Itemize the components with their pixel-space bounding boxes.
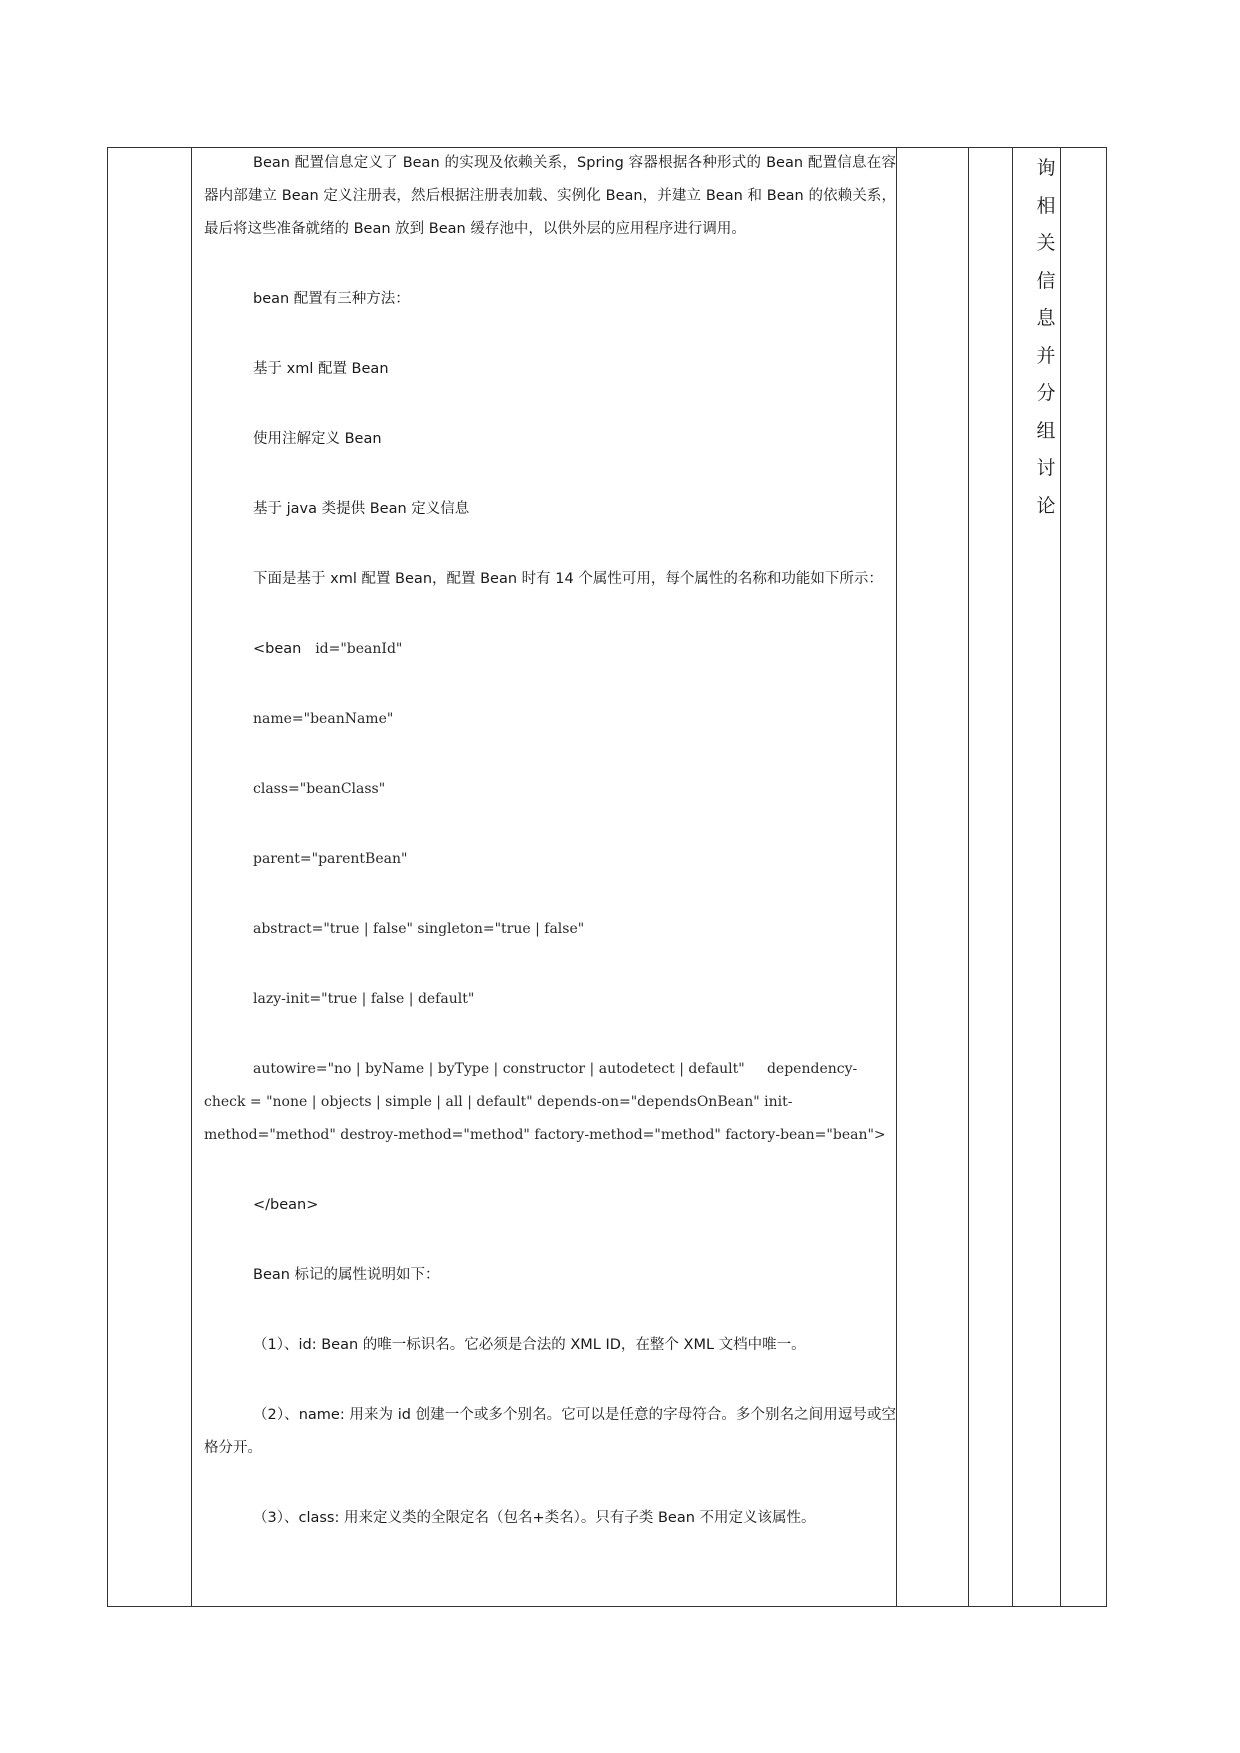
code-line (204, 633, 896, 666)
code-close: </bean> (253, 1197, 319, 1213)
main-content-cell (204, 147, 896, 1535)
method-item: 基于 java 类提供 Bean 定义信息 (253, 501, 470, 517)
code-tag: <bean (253, 641, 302, 657)
vertical-char: 信 (1036, 269, 1056, 292)
column-divider (1012, 147, 1013, 1607)
vertical-char: 关 (1036, 232, 1056, 254)
vertical-char: 息 (1036, 307, 1056, 329)
method-item: 使用注解定义 Bean (253, 431, 382, 447)
code-line: name="beanName" (253, 711, 394, 727)
methods-title: bean 配置有三种方法： (253, 291, 410, 307)
column-divider (968, 147, 969, 1607)
vertical-char: 论 (1036, 494, 1056, 517)
column-divider (896, 147, 897, 1607)
code-attr: id="beanId" (315, 641, 403, 657)
vertical-text-column (1022, 150, 1070, 525)
intro-paragraph: Bean 配置信息定义了 Bean 的实现及依赖关系，Spring 容器根据各种形式的 Bean 配置信息在容器内部建立 Bean 定义注册表，然后根据注册表加载、实例化 Bean，并建立 Bean 和 Bean 的依赖关系，最后将这些准备就绪的 Bean 放到 Bean 缓存池中，以供外层的应用程序进行调用。 (204, 155, 896, 237)
vertical-char: 讨 (1036, 457, 1056, 479)
vertical-char: 询 (1036, 157, 1056, 179)
attr-description: （1）、id: Bean 的唯一标识名。它必须是合法的 XML ID，在整个 XML 文档中唯一。 (253, 1337, 806, 1353)
method-item: 基于 xml 配置 Bean (253, 361, 389, 377)
column-divider (191, 147, 192, 1607)
code-line: parent="parentBean" (253, 851, 408, 867)
attr-description: （2）、name: 用来为 id 创建一个或多个别名。它可以是任意的字母符合。多个别名之间用逗号或空格分开。 (204, 1407, 896, 1456)
vertical-char: 相 (1036, 194, 1056, 217)
code-line: class="beanClass" (253, 781, 386, 797)
vertical-char: 分 (1036, 382, 1056, 404)
xml-intro: 下面是基于 xml 配置 Bean，配置 Bean 时有 14 个属性可用，每个属性的名称和功能如下所示： (253, 571, 883, 587)
code-line: autowire="no | byName | byType | constructor | autodetect | default" dependency-check = "none | objects | simple | all | default" depends-on="dependsOnBean" init-method="method" destroy-method="method" factory-method="method" factory-bean="bean"> (204, 1061, 886, 1143)
attr-description: （3）、class: 用来定义类的全限定名（包名+类名）。只有子类 Bean 不用定义该属性。 (253, 1510, 816, 1526)
attrs-title: Bean 标记的属性说明如下： (253, 1267, 440, 1283)
code-line: lazy-init="true | false | default" (253, 991, 475, 1007)
vertical-char: 并 (1036, 344, 1056, 367)
vertical-char: 组 (1036, 419, 1056, 442)
code-line: abstract="true | false" singleton="true | false" (253, 921, 585, 937)
